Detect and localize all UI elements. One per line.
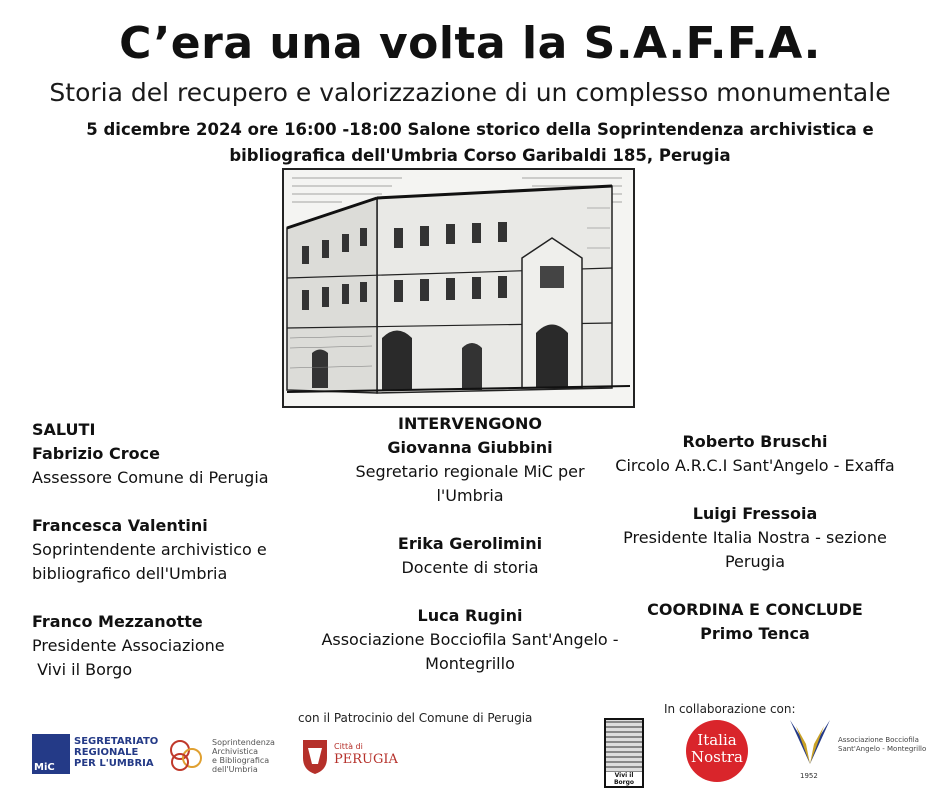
- mic-logo-text: SEGRETARIATO REGIONALE PER L'UMBRIA: [74, 736, 159, 769]
- patrocinio-text: con il Patrocinio del Comune di Perugia: [298, 711, 533, 725]
- speaker-role: Perugia: [724, 552, 786, 571]
- column-saluti: [32, 418, 312, 682]
- event-date-place: [40, 117, 920, 169]
- perugia-coat-of-arms-icon: [300, 734, 330, 776]
- speaker-name: Roberto Bruschi: [682, 432, 828, 451]
- date-line-2: bibliografica dell'Umbria Corso Garibaldi 185, Perugia: [229, 146, 731, 165]
- event-title: C’era una volta la S.A.F.F.A.: [119, 18, 821, 69]
- saluti-label: SALUTI: [32, 420, 96, 439]
- column-intervengono: [300, 412, 640, 676]
- speaker-role: Presidente Italia Nostra - sezione: [623, 528, 887, 547]
- italia-nostra-logo: Italia Nostra: [686, 720, 748, 782]
- perugia-logo-text: PERUGIA: [334, 752, 398, 767]
- vivi-il-borgo-logo-icon: Vivi il Borgo: [604, 718, 644, 788]
- date-line-1: 5 dicembre 2024 ore 16:00 -18:00 Salone storico della Soprintendenza archivistica e: [86, 120, 874, 139]
- speaker-role: bibliografico dell'Umbria: [32, 564, 228, 583]
- bocciofila-logo-text: Associazione Bocciofila Sant'Angelo - Montegrillo: [838, 736, 927, 753]
- speaker-name: Luca Rugini: [417, 606, 523, 625]
- speaker-name: Luigi Fressoia: [692, 504, 818, 523]
- column-right: [600, 430, 910, 646]
- soprintendenza-logo-icon: [168, 738, 206, 772]
- speaker-role: Vivi il Borgo: [32, 660, 133, 679]
- intervengono-label: INTERVENGONO: [398, 414, 542, 433]
- speaker-role: Presidente Associazione: [32, 636, 225, 655]
- perugia-logo-small: Città di: [334, 742, 363, 751]
- bocciofila-winged-logo-icon: [786, 716, 834, 772]
- bocciofila-year: 1952: [800, 772, 818, 780]
- soprintendenza-logo-text: Soprintendenza Archivistica e Bibliografica dell'Umbria: [212, 738, 275, 774]
- speaker-role: Montegrillo: [425, 654, 515, 673]
- speaker-name: Primo Tenca: [700, 624, 810, 643]
- speaker-name: Franco Mezzanotte: [32, 612, 203, 631]
- speaker-name: Erika Gerolimini: [397, 534, 543, 553]
- speaker-role: Associazione Bocciofila Sant'Angelo -: [321, 630, 619, 649]
- speaker-name: Fabrizio Croce: [32, 444, 160, 463]
- collaborazione-text: In collaborazione con:: [664, 702, 796, 716]
- speaker-role: l'Umbria: [436, 486, 504, 505]
- coordina-label: COORDINA E CONCLUDE: [647, 600, 863, 619]
- speaker-role: Soprintendente archivistico e: [32, 540, 267, 559]
- speaker-name: Giovanna Giubbini: [387, 438, 553, 457]
- building-engraving-illustration: [282, 168, 635, 408]
- speaker-role: Circolo A.R.C.I Sant'Angelo - Exaffa: [615, 456, 895, 475]
- speaker-role: Docente di storia: [401, 558, 539, 577]
- speaker-name: Francesca Valentini: [32, 516, 208, 535]
- mic-logo-icon: MiC: [32, 734, 70, 774]
- speaker-role: Segretario regionale MiC per: [355, 462, 585, 481]
- event-subtitle: Storia del recupero e valorizzazione di un complesso monumentale: [49, 78, 891, 107]
- speaker-role: Assessore Comune di Perugia: [32, 468, 269, 487]
